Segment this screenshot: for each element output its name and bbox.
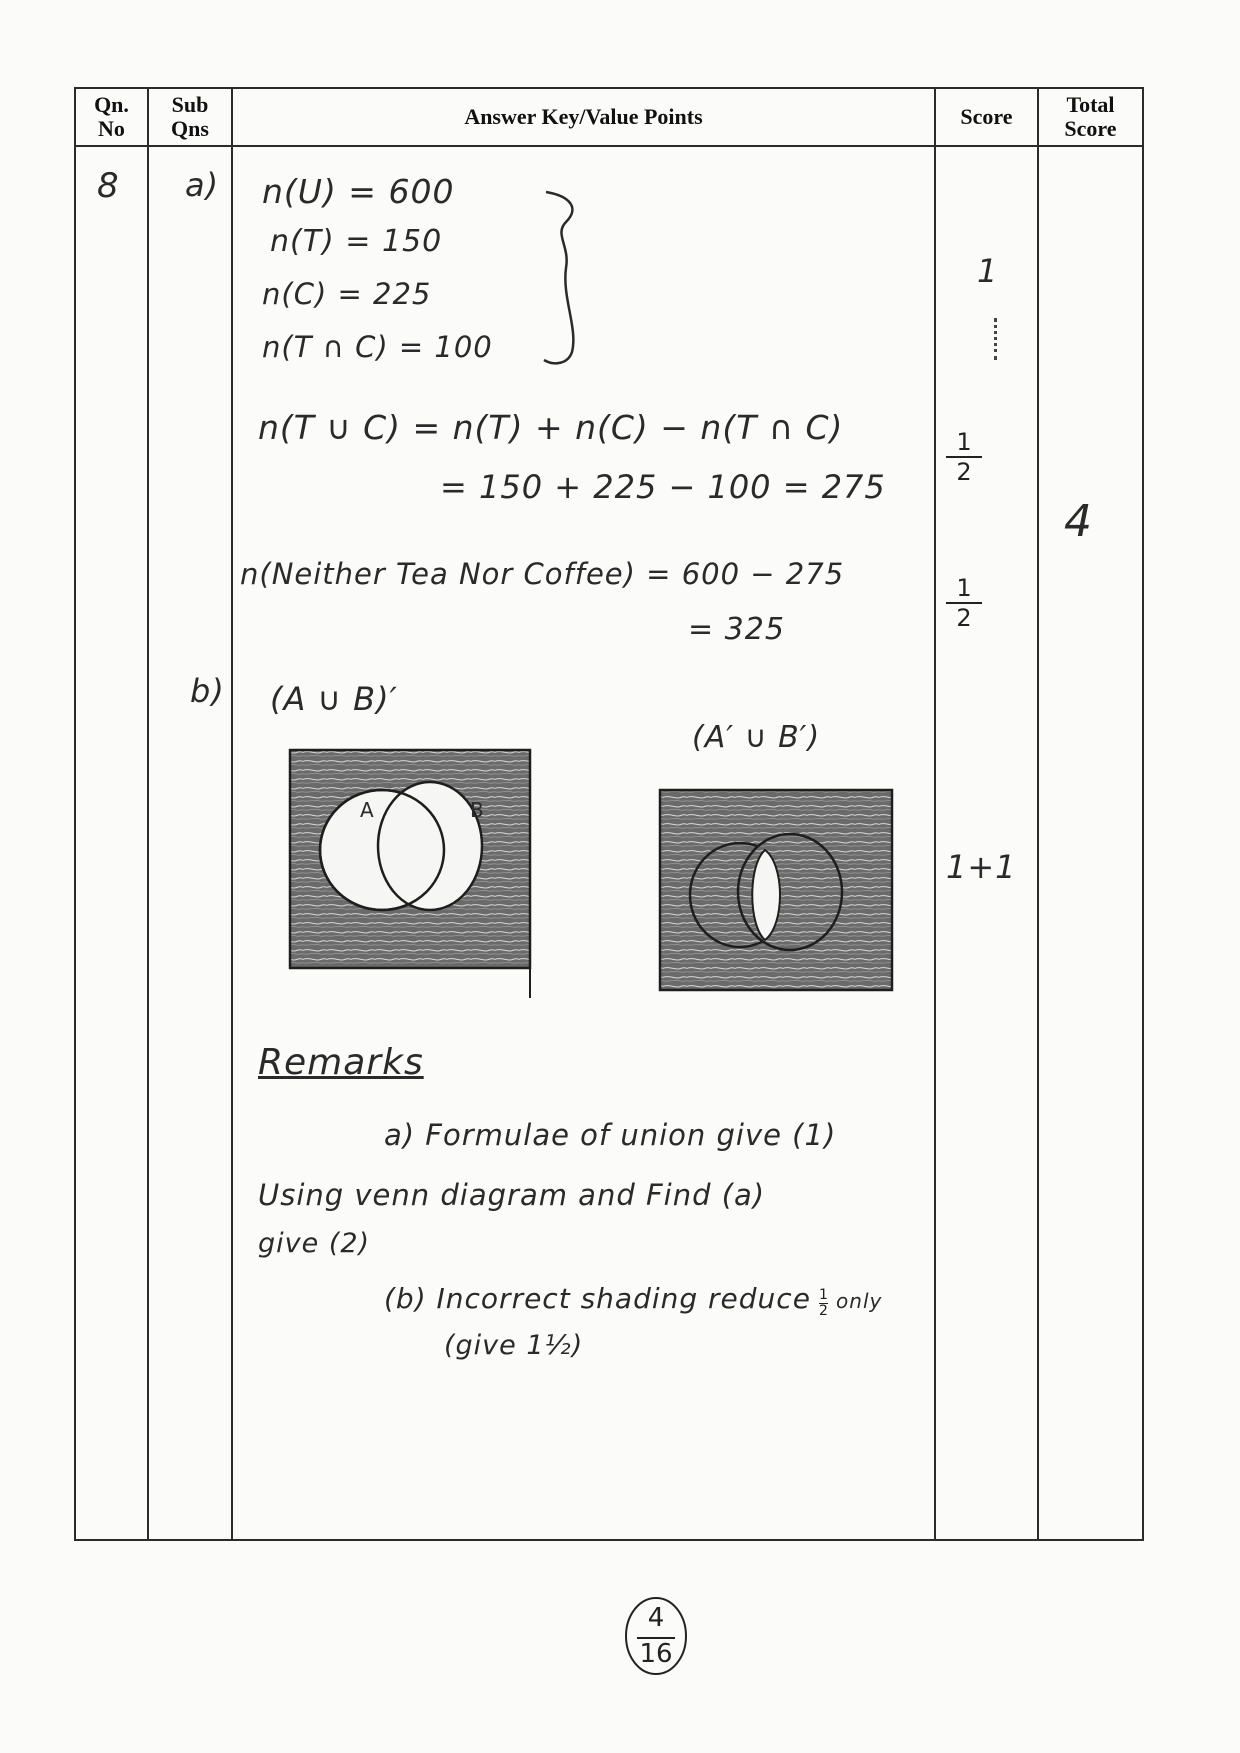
remarks-title: Remarks (258, 1042, 424, 1083)
venn-label-b: B (470, 798, 485, 822)
step-score-2 (946, 574, 982, 632)
step-score-1-numerator: 1 (946, 428, 982, 458)
step-score-2-denominator: 2 (956, 604, 972, 632)
diagram-2-title: (A′ ∪ B′) (692, 720, 821, 755)
remarks-fraction-numerator: 1 (819, 1287, 828, 1303)
question-number: 8 (97, 166, 120, 206)
remarks-line-4 (384, 1282, 882, 1319)
part-b-label: b) (190, 672, 225, 710)
neither-result: = 325 (688, 612, 785, 647)
given-n-tea: n(T) = 150 (270, 224, 443, 259)
part-a-label: a) (185, 166, 220, 204)
step-score-2-numerator: 1 (946, 574, 982, 604)
venn-diagram-1 (290, 750, 530, 998)
part-b-score: 1+1 (946, 848, 1017, 886)
page-stamp-denominator: 16 (639, 1639, 673, 1669)
header-answer-key: Answer Key/Value Points (464, 104, 703, 129)
remarks-line-3: give (2) (258, 1228, 371, 1259)
total-score: 4 (1064, 496, 1093, 547)
header-sub-line1: Sub (171, 92, 209, 117)
union-formula: n(T ∪ C) = n(T) + n(C) − n(T ∩ C) (258, 408, 844, 447)
remarks-fraction-denominator: 2 (819, 1303, 828, 1319)
header-score: Score (960, 104, 1013, 129)
venn-label-a: A (360, 798, 375, 822)
given-n-intersection: n(T ∩ C) = 100 (262, 330, 493, 364)
header-total-line1: Total (1066, 92, 1115, 117)
step-score-1 (946, 428, 982, 486)
remarks-line-4-fraction (819, 1288, 828, 1319)
header-total-score (1038, 93, 1143, 141)
header-qn-no (75, 93, 148, 141)
remarks-line-2: Using venn diagram and Find (a) (258, 1178, 766, 1212)
header-sub-qns (148, 93, 232, 141)
remarks-line-1: a) Formulae of union give (1) (384, 1118, 837, 1152)
venn-diagrams (280, 740, 980, 1040)
given-score: 1 (977, 252, 999, 290)
given-n-coffee: n(C) = 225 (262, 277, 432, 311)
page-number-stamp (623, 1595, 689, 1677)
remarks-line-4-suffix: only (836, 1289, 883, 1313)
header-sub-line2: Qns (171, 116, 209, 141)
diagram-1-title: (A ∪ B)′ (270, 680, 398, 718)
given-n-universal: n(U) = 600 (262, 172, 455, 211)
neither-calculation: n(Neither Tea Nor Coffee) = 600 − 275 (240, 557, 845, 591)
step-score-1-denominator: 2 (956, 458, 972, 486)
header-total-line2: Score (1064, 116, 1117, 141)
header-qn-line2: No (98, 116, 125, 141)
venn-diagram-2 (660, 790, 892, 990)
remarks-line-5: (give 1½) (444, 1330, 584, 1361)
score-dots (994, 318, 1000, 360)
header-qn-line1: Qn. (94, 92, 129, 117)
remarks-line-4-prefix: (b) Incorrect shading reduce (384, 1282, 811, 1315)
union-substitution: = 150 + 225 − 100 = 275 (440, 468, 886, 506)
given-brace (540, 188, 600, 368)
page-stamp-numerator: 4 (647, 1603, 665, 1633)
